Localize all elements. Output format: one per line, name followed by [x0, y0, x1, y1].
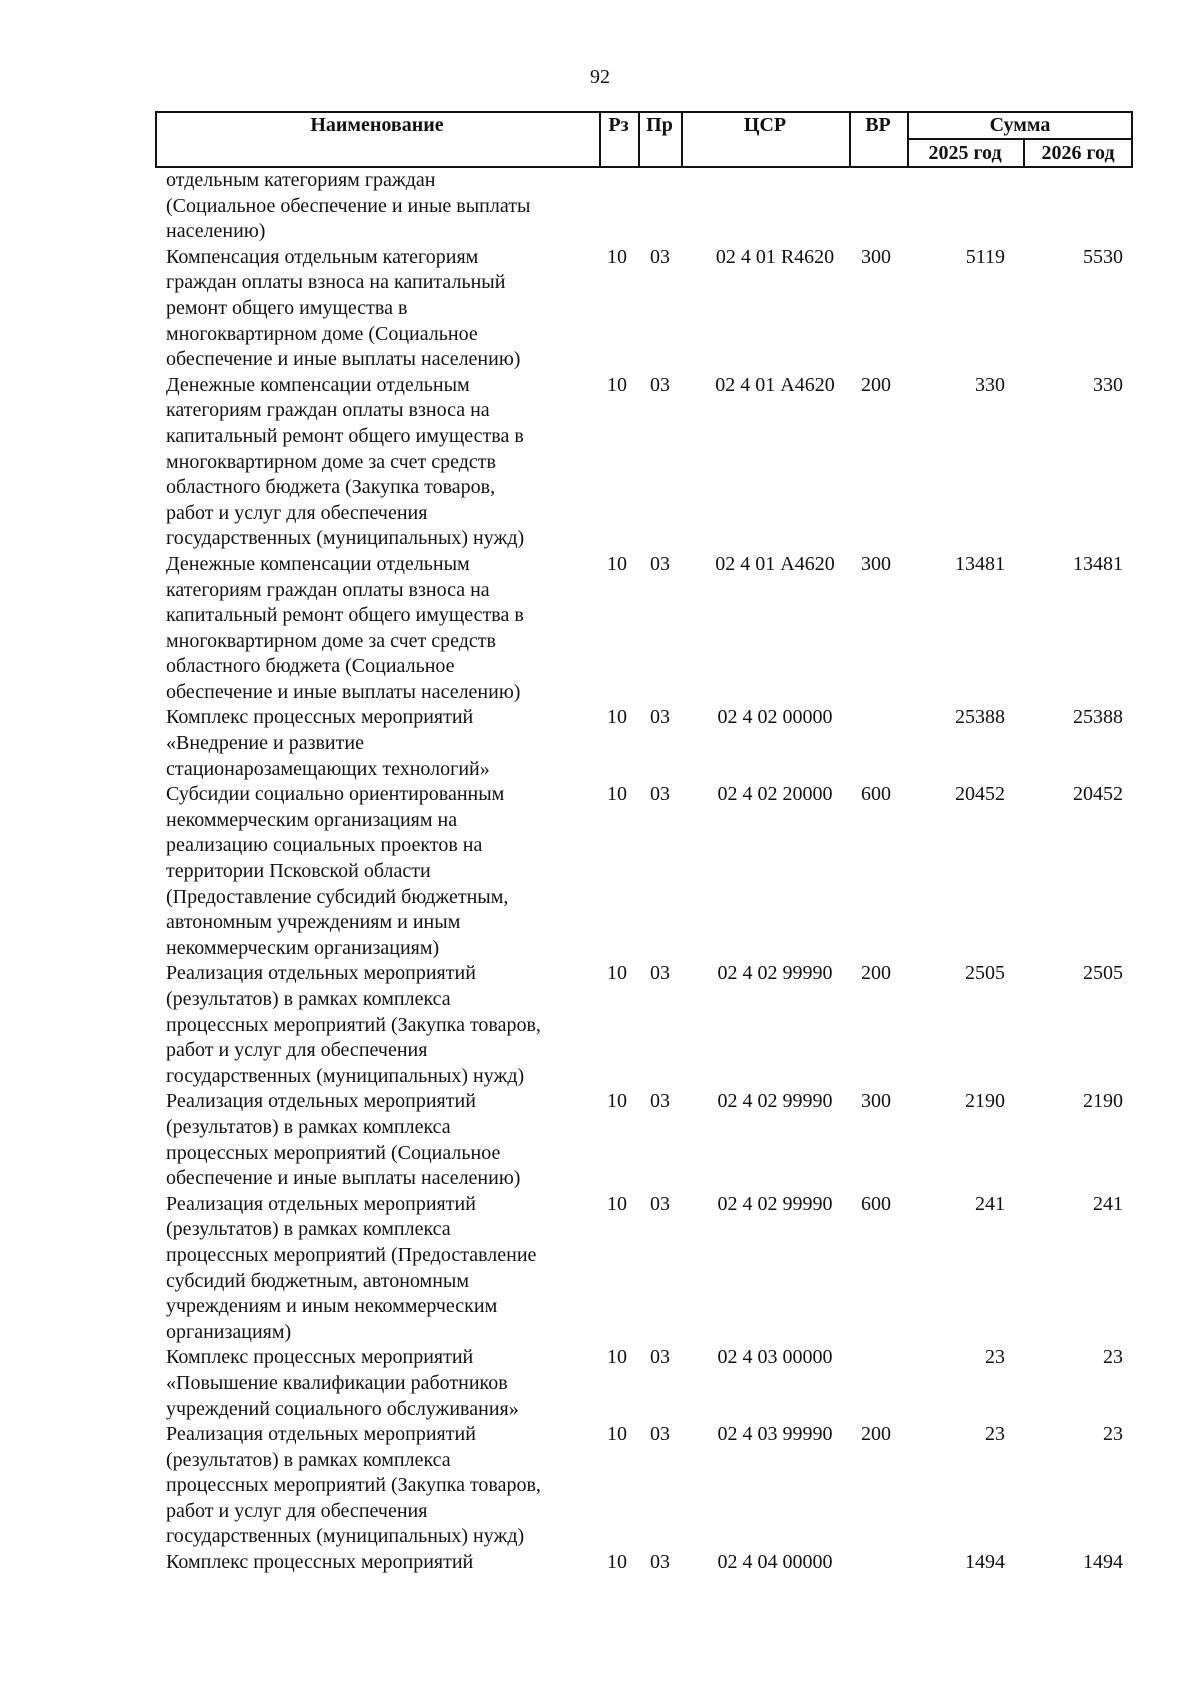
row-name: Комплекс процессных мероприятий «Повышение квалификации работников учреждений социального обслуживания» — [166, 1346, 519, 1420]
row-name: Реализация отдельных мероприятий (результатов) в рамках комплекса процессных мероприятий (Закупка товаров, работ и услуг для обеспечения государственных (муниципальных) нужд) — [166, 1423, 541, 1548]
row-name: Денежные компенсации отдельным категориям граждан оплаты взноса на капитальный ремонт общего имущества в многоквартирном доме за счет средств областного бюджета (Закупка товаров, работ и услуг для обеспечения государственных (муниципальных) нужд) — [166, 373, 525, 550]
table-row — [155, 1550, 1133, 1576]
row-csr: 02 4 02 20000 — [717, 783, 833, 806]
header-name: Наименование — [310, 114, 444, 136]
row-vr: 600 — [861, 1192, 891, 1215]
row-pr: 03 — [650, 1551, 670, 1574]
row-rz: 10 — [607, 1346, 627, 1369]
row-name: Реализация отдельных мероприятий (результатов) в рамках комплекса процессных мероприятий (Социальное обеспечение и иные выплаты населению) — [166, 1090, 521, 1190]
table-row — [155, 705, 1133, 782]
row-rz: 10 — [607, 783, 627, 806]
row-pr: 03 — [650, 1192, 670, 1215]
row-pr: 03 — [650, 783, 670, 806]
row-rz: 10 — [607, 552, 627, 575]
header-csr: ЦСР — [743, 114, 787, 136]
row-sum-2025: 241 — [975, 1192, 1005, 1215]
row-name: Субсидии социально ориентированным некоммерческим организациям на реализацию социальных проектов на территории Псковской области (Предоставление субсидий бюджетным, автономным учреждениям и иным некоммерческим организациям) — [166, 783, 509, 959]
row-sum-2026: 2505 — [1083, 962, 1123, 985]
row-csr: 02 4 01 А4620 — [715, 552, 835, 575]
header-rz: Рз — [608, 114, 629, 136]
row-vr: 300 — [861, 552, 891, 575]
row-sum-2025: 1494 — [965, 1551, 1005, 1574]
row-csr: 02 4 02 99990 — [717, 962, 833, 985]
table-row — [155, 373, 1133, 552]
row-sum-2026: 2190 — [1083, 1090, 1123, 1113]
row-pr: 03 — [650, 1346, 670, 1369]
row-sum-2025: 5119 — [965, 245, 1005, 268]
row-pr: 03 — [650, 373, 670, 396]
row-vr: 300 — [861, 245, 891, 268]
row-vr: 200 — [861, 1423, 891, 1446]
row-csr: 02 4 03 99990 — [717, 1423, 833, 1446]
table-body — [155, 168, 1133, 1576]
header-top-border — [155, 111, 1133, 113]
header-vr: ВР — [865, 114, 891, 136]
header-pr: Пр — [646, 114, 673, 136]
header-sum: Сумма — [989, 114, 1051, 136]
row-sum-2026: 23 — [1103, 1346, 1123, 1369]
header-year-2025: 2025 год — [928, 142, 1002, 164]
row-sum-2025: 2190 — [965, 1090, 1005, 1113]
row-csr: 02 4 02 00000 — [717, 706, 833, 729]
row-rz: 10 — [607, 1551, 627, 1574]
row-sum-2026: 330 — [1093, 373, 1123, 396]
row-vr: 200 — [861, 962, 891, 985]
row-pr: 03 — [650, 1423, 670, 1446]
row-sum-2026: 23 — [1103, 1423, 1123, 1446]
row-pr: 03 — [650, 245, 670, 268]
row-sum-2025: 20452 — [955, 783, 1005, 806]
row-name: отдельным категориям граждан (Социальное обеспечение и иные выплаты населению) — [166, 169, 531, 243]
row-name: Компенсация отдельным категориям граждан оплаты взноса на капитальный ремонт общего имущества в многоквартирном доме (Социальное обеспечение и иные выплаты населению) — [166, 245, 521, 371]
row-csr: 02 4 03 00000 — [717, 1346, 833, 1369]
table-row — [155, 1089, 1133, 1191]
table-row — [155, 1192, 1133, 1346]
row-rz: 10 — [607, 1192, 627, 1215]
row-vr: 600 — [861, 783, 891, 806]
header-year-2026: 2026 год — [1041, 142, 1115, 164]
row-sum-2025: 23 — [985, 1423, 1005, 1446]
row-name: Комплекс процессных мероприятий — [166, 1551, 474, 1574]
row-name: Денежные компенсации отдельным категориям граждан оплаты взноса на капитальный ремонт общего имущества в многоквартирном доме за счет средств областного бюджета (Социальное обеспечение и иные выплаты населению) — [166, 552, 524, 703]
header-sum-divider — [907, 138, 1133, 140]
row-rz: 10 — [607, 1090, 627, 1113]
row-vr: 200 — [861, 373, 891, 396]
row-sum-2026: 1494 — [1083, 1551, 1123, 1574]
table-header — [155, 111, 1133, 167]
page-number: 92 — [590, 66, 610, 88]
row-csr: 02 4 02 99990 — [717, 1090, 833, 1113]
row-name: Реализация отдельных мероприятий (результатов) в рамках комплекса процессных мероприятий (Закупка товаров, работ и услуг для обеспечения государственных (муниципальных) нужд) — [166, 962, 541, 1087]
row-sum-2025: 13481 — [955, 552, 1005, 575]
row-sum-2026: 13481 — [1073, 552, 1123, 575]
row-sum-2025: 23 — [985, 1346, 1005, 1369]
row-pr: 03 — [650, 552, 670, 575]
row-rz: 10 — [607, 962, 627, 985]
table-row — [155, 1422, 1133, 1550]
row-csr: 02 4 01 А4620 — [715, 373, 835, 396]
table-row — [155, 1345, 1133, 1422]
row-sum-2025: 330 — [975, 373, 1005, 396]
table-row — [155, 961, 1133, 1089]
row-sum-2025: 25388 — [955, 706, 1005, 729]
row-sum-2026: 241 — [1093, 1192, 1123, 1215]
row-csr: 02 4 02 99990 — [717, 1192, 833, 1215]
row-vr: 300 — [861, 1090, 891, 1113]
row-rz: 10 — [607, 245, 627, 268]
row-name: Комплекс процессных мероприятий «Внедрение и развитие стационарозамещающих технологий» — [166, 706, 490, 780]
table-row — [155, 782, 1133, 961]
row-csr: 02 4 04 00000 — [717, 1551, 833, 1574]
row-sum-2025: 2505 — [965, 962, 1005, 985]
row-pr: 03 — [650, 706, 670, 729]
row-name: Реализация отдельных мероприятий (результатов) в рамках комплекса процессных мероприятий (Предоставление субсидий бюджетным, автономным учреждениям и иным некоммерческим организациям) — [166, 1192, 537, 1343]
row-csr: 02 4 01 R4620 — [715, 245, 835, 268]
row-rz: 10 — [607, 1423, 627, 1446]
row-sum-2026: 25388 — [1073, 706, 1123, 729]
row-pr: 03 — [650, 962, 670, 985]
table-row — [155, 552, 1133, 706]
row-rz: 10 — [607, 706, 627, 729]
row-sum-2026: 5530 — [1083, 245, 1123, 268]
row-rz: 10 — [607, 373, 627, 396]
table-row — [155, 168, 1133, 245]
row-sum-2026: 20452 — [1073, 783, 1123, 806]
table-row — [155, 245, 1133, 373]
row-pr: 03 — [650, 1090, 670, 1113]
